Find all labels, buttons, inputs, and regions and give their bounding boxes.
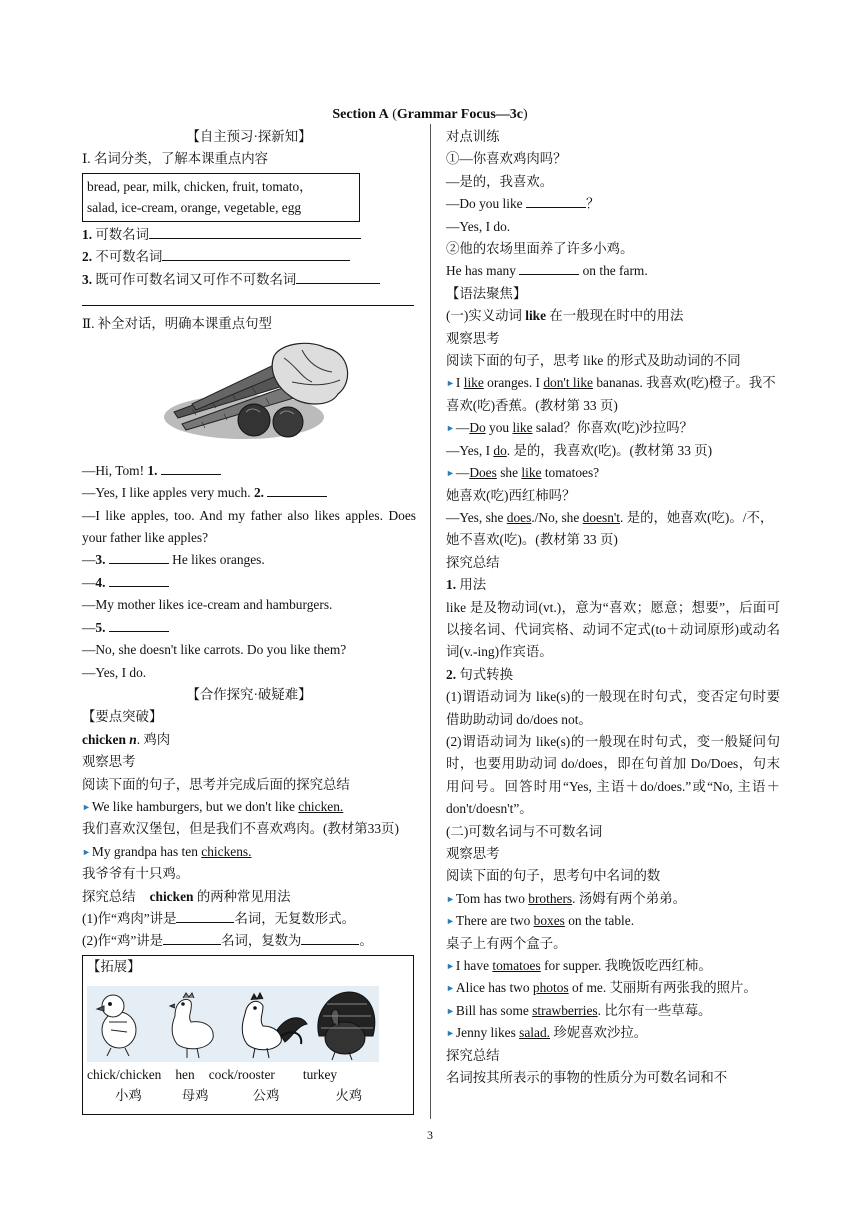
example-sentence: ►Bill has some strawberries. 比尔有一些草莓。 — [446, 1002, 712, 1018]
answer-blank[interactable] — [161, 460, 221, 475]
answer-blank[interactable] — [267, 482, 327, 497]
usage-heading: 1. 用法 — [446, 577, 487, 593]
answer-blank[interactable] — [296, 269, 380, 284]
drill-line: —是的，我喜欢。 — [446, 173, 554, 189]
answer-blank[interactable] — [519, 260, 579, 275]
word-box-line: bread, pear, milk, chicken, fruit, tomato， — [87, 178, 313, 194]
section-1-heading: Ⅰ. 名词分类，了解本课重点内容 — [82, 151, 269, 167]
answer-blank[interactable] — [176, 908, 234, 923]
left-column — [82, 126, 416, 1115]
dialog-line: —4. — [82, 572, 416, 594]
summary-label: 探究总结 — [446, 1047, 500, 1063]
bird-labels — [87, 1064, 407, 1106]
answer-blank[interactable] — [301, 930, 359, 945]
bird-name: cock/rooster — [208, 1066, 275, 1082]
example-sentence: —Yes, she does./No, she doesn't. 是的，她喜欢(吃)。/不，她不喜欢(吃)。(教材第 33 页) — [446, 509, 774, 548]
arrow-icon: ► — [446, 423, 455, 434]
section-title: Section A (Grammar Focus—3c) — [332, 107, 528, 122]
grammar-subheading: (二)可数名词与不可数名词 — [446, 823, 603, 839]
bird-name: turkey — [302, 1066, 338, 1082]
arrow-icon: ► — [446, 468, 455, 479]
summary-text: 名词按其所表示的事物的性质分为可数名词和不 — [446, 1070, 728, 1086]
drill-line: —Yes, I do. — [446, 218, 511, 234]
bird-names-cn — [87, 1085, 407, 1106]
grammar-subheading: (一)实义动词 like 在一般现在时中的用法 — [446, 308, 684, 324]
arrow-icon: ► — [446, 1005, 455, 1016]
question-3-continued — [82, 291, 416, 313]
example-translation: 桌子上有两个盒子。 — [446, 935, 567, 951]
answer-blank[interactable] — [109, 572, 169, 587]
observe-text: 阅读下面的句子，思考 like 的形式及助动词的不同 — [446, 353, 741, 369]
example-sentence: ►We like hamburgers, but we don't like chicken. — [82, 798, 344, 814]
bird-name-cn: 母鸡 — [181, 1087, 209, 1103]
example-sentence: ►—Do you like salad？你喜欢(吃)沙拉吗？ — [446, 420, 693, 436]
drill-heading: 对点训练 — [446, 129, 500, 144]
dialog-line: —3. He likes oranges. — [82, 549, 416, 571]
dialog-line: —5. — [82, 617, 416, 639]
word-box-line: salad, ice-cream, orange, vegetable, egg — [87, 200, 302, 216]
page-number: 3 — [427, 1128, 433, 1142]
question-3: 3. 既可作可数名词又可作不可数名词 — [82, 269, 416, 291]
conversion-heading: 2. 句式转换 — [446, 666, 513, 682]
answer-blank[interactable] — [163, 930, 221, 945]
usage-text: like 是及物动词(vt.)，意为“喜欢；愿意；想要”，后面可以接名词、代词宾格、动词不定式(to＋动词原形)或动名词(v.-ing)作宾语。 — [446, 599, 780, 660]
preview-heading: 【自主预习·探新知】 — [186, 129, 312, 144]
answer-blank[interactable] — [162, 246, 350, 261]
answer-blank[interactable] — [526, 193, 586, 208]
example-translation: 她喜欢(吃)西红柿吗？ — [446, 487, 576, 503]
dialog-line: —My mother likes ice-cream and hamburgers. — [82, 597, 333, 613]
drill-line: He has many on the farm. — [446, 260, 780, 282]
bird-name: chick/chicken — [87, 1066, 162, 1082]
answer-blank[interactable] — [82, 291, 414, 306]
vocab-entry: chicken n. 鸡肉 — [82, 731, 171, 747]
example-sentence: ►Tom has two brothers. 汤姆有两个弟弟。 — [446, 890, 686, 906]
cooperation-heading: 【合作探究·破疑难】 — [186, 686, 312, 702]
arrow-icon: ► — [82, 846, 91, 857]
example-sentence: ►—Does she like tomatoes? — [446, 465, 600, 481]
bird-name-cn: 火鸡 — [335, 1087, 363, 1103]
column-divider — [430, 124, 431, 1119]
example-sentence: ►There are two boxes on the table. — [446, 913, 635, 929]
example-sentence: ►Alice has two photos of me. 艾丽斯有两张我的照片。 — [446, 980, 757, 996]
arrow-icon: ► — [446, 893, 455, 904]
summary-line: 探究总结 chicken 的两种常见用法 — [82, 888, 291, 904]
conversion-1: (1)谓语动词为 like(s)的一般现在时句式，变否定句时要借助助动词 do/does not。 — [446, 689, 780, 727]
observe-text: 阅读下面的句子，思考并完成后面的探究总结 — [82, 776, 350, 792]
dialog-line: —I like apples, too. And my father also likes apples. Does your father like apples? — [82, 507, 416, 546]
example-translation: 我们喜欢汉堡包，但是我们不喜欢鸡肉。(教材第33页) — [82, 821, 399, 837]
drill-line: ①—你喜欢鸡肉吗？ — [446, 151, 567, 167]
answer-blank[interactable] — [149, 224, 361, 239]
usage-2: (2)作“鸡”讲是 名词，复数为 。 — [82, 930, 416, 952]
extension-box — [82, 955, 414, 1115]
arrow-icon: ► — [446, 961, 455, 972]
observe-text: 阅读下面的句子，思考句中名词的数 — [446, 868, 661, 884]
arrow-icon: ► — [446, 983, 455, 994]
observe-label: 观察思考 — [82, 754, 136, 770]
grammar-heading: 【语法聚焦】 — [446, 285, 527, 301]
bird-name-cn: 小鸡 — [115, 1087, 142, 1103]
drill-line: —Do you like ？ — [446, 193, 780, 215]
answer-blank[interactable] — [109, 549, 169, 564]
summary-label: 探究总结 — [446, 554, 500, 570]
bird-name: hen — [175, 1066, 195, 1082]
bird-name-cn: 公鸡 — [252, 1087, 280, 1103]
example-sentence: ►I like oranges. I don't like bananas. 我喜欢(吃)橙子。我不喜欢(吃)香蕉。(教材第 33 页) — [446, 375, 776, 413]
birds-image — [87, 986, 379, 1062]
dialog-line: —Hi, Tom! 1. — [82, 460, 416, 482]
arrow-icon: ► — [446, 378, 455, 389]
arrow-icon: ► — [446, 1028, 455, 1039]
observe-label: 观察思考 — [446, 846, 500, 861]
bird-names-en — [87, 1064, 407, 1085]
extension-heading: 【拓展】 — [87, 958, 141, 974]
section-2-heading: Ⅱ. 补全对话，明确本课重点句型 — [82, 316, 272, 332]
key-points-heading: 【要点突破】 — [82, 709, 163, 725]
usage-1: (1)作“鸡肉”讲是 名词，无复数形式。 — [82, 908, 416, 930]
dialog-line: —Yes, I do. — [82, 664, 147, 680]
vegetables-image — [162, 342, 356, 442]
arrow-icon: ► — [82, 801, 91, 812]
drill-line: ②他的农场里面养了许多小鸡。 — [446, 241, 634, 257]
word-box — [82, 173, 360, 222]
example-sentence: ►I have tomatoes for supper. 我晚饭吃西红柿。 — [446, 958, 712, 974]
example-sentence: ►Jenny likes salad. 珍妮喜欢沙拉。 — [446, 1025, 648, 1041]
dialog-line: —Yes, I like apples very much. 2. — [82, 482, 416, 504]
answer-blank[interactable] — [109, 617, 169, 632]
right-column — [446, 126, 780, 1089]
arrow-icon: ► — [446, 916, 455, 927]
question-2: 2. 不可数名词 — [82, 246, 416, 268]
conversion-2: (2)谓语动词为 like(s)的一般现在时句式，变一般疑问句时，也要用助动词 do/does，即在句首加 Do/Does，句末用问号。回答时用“Yes, 主语＋do/does.”或“No, 主语＋don't/doesn't”。 — [446, 733, 780, 817]
dialog-line: —No, she doesn't like carrots. Do you like them? — [82, 642, 347, 658]
example-translation: 我爷爷有十只鸡。 — [82, 866, 190, 882]
example-sentence: ►My grandpa has ten chickens. — [82, 843, 252, 859]
question-1: 1. 可数名词 — [82, 224, 416, 246]
observe-label: 观察思考 — [446, 330, 500, 346]
example-sentence: —Yes, I do. 是的，我喜欢(吃)。(教材第 33 页) — [446, 442, 713, 458]
